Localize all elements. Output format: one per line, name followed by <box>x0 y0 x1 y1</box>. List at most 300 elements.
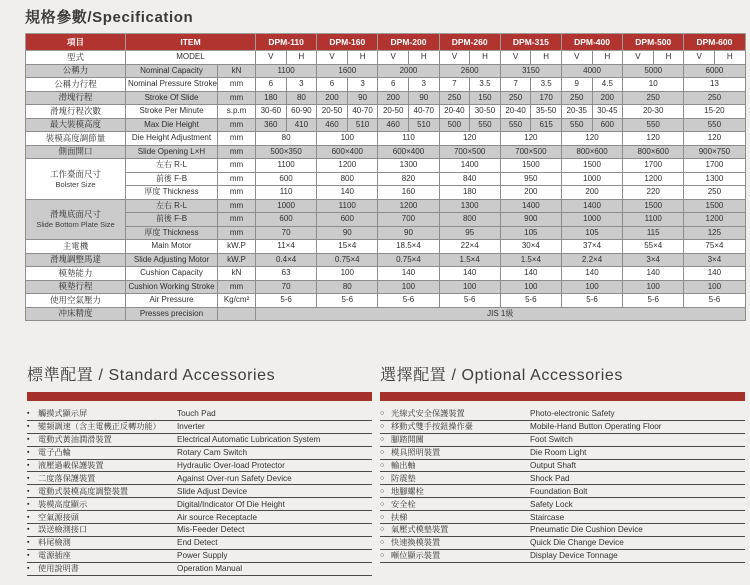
value-cell: 615 <box>531 118 562 132</box>
value-cell: 7 <box>500 78 531 92</box>
item-cell: Cushion Capacity <box>126 267 218 281</box>
accessory-label-en: Against Over-run Safety Device <box>177 473 292 483</box>
value-cell: 90 <box>347 91 378 105</box>
value-cell: 1500 <box>623 199 684 213</box>
value-cell: 120 <box>684 132 745 146</box>
accessory-item <box>380 421 745 434</box>
accessory-item <box>380 511 745 524</box>
value-cell: 550 <box>623 118 684 132</box>
unit-cell: mm <box>218 280 256 294</box>
accessory-label-zh: 腳踏開關 <box>391 435 424 445</box>
row-label-cell: 最大裝模高度 <box>26 118 126 132</box>
unit-cell: mm <box>218 145 256 159</box>
value-cell: 840 <box>439 172 500 186</box>
accessory-label-en: Output Shaft <box>530 461 576 470</box>
value-cell: 70 <box>256 280 317 294</box>
item-cell: 前後 F-B <box>126 172 218 186</box>
bullet-icon: ○ <box>380 513 385 521</box>
item-cell: Stroke Of Slide <box>126 91 218 105</box>
accessory-item <box>380 550 745 563</box>
accessory-item <box>27 447 372 460</box>
value-cell: 140 <box>561 267 622 281</box>
accessory-item <box>380 537 745 550</box>
accessory-label-en: Operation Manual <box>177 564 243 574</box>
item-cell: 厚度 Thickness <box>126 226 218 240</box>
accessory-label-en: Die Room Light <box>530 448 587 458</box>
bullet-icon: ○ <box>380 552 385 560</box>
value-cell: 22×4 <box>439 240 500 254</box>
accessory-item <box>27 485 372 498</box>
unit-cell: kW.P <box>218 240 256 254</box>
bullet-icon: ▪ <box>27 565 30 573</box>
value-cell: 3.5 <box>531 78 562 92</box>
value-cell: 100 <box>623 280 684 294</box>
item-cell: 前後 F-B <box>126 213 218 227</box>
value-cell: 40-70 <box>347 105 378 119</box>
value-cell: 410 <box>286 118 317 132</box>
spec-row <box>26 105 746 119</box>
standard-accessories-section <box>27 362 372 576</box>
value-cell: 600 <box>256 213 317 227</box>
spec-row <box>26 307 746 321</box>
accessory-label-zh: 電動式裝模高度調整裝置 <box>38 486 129 496</box>
accessory-label-en: Photo-electronic Safety <box>530 409 615 419</box>
value-cell: 200 <box>500 186 561 200</box>
value-cell: 1100 <box>317 199 378 213</box>
bullet-icon: ▪ <box>27 513 30 521</box>
vh-header-cell: V <box>317 51 348 65</box>
value-cell: 3×4 <box>623 253 684 267</box>
model-row <box>26 51 746 65</box>
accessory-label-zh: 變頻調速（含主電機正反轉功能） <box>38 422 161 432</box>
accessory-item <box>27 550 372 563</box>
bullet-icon: ▪ <box>27 526 30 534</box>
item-cell: MODEL <box>126 51 256 65</box>
accessory-label-en: Slide Adjust Device <box>177 486 248 496</box>
row-label-cell: 滑塊行程 <box>26 91 126 105</box>
value-cell: 30×4 <box>500 240 561 254</box>
spec-table <box>25 33 746 321</box>
value-cell: 5-6 <box>256 294 317 308</box>
value-cell: 140 <box>623 267 684 281</box>
bullet-icon: ▪ <box>27 410 30 418</box>
vh-header-cell: H <box>347 51 378 65</box>
value-cell: 15-20 <box>684 105 745 119</box>
bullet-icon: ▪ <box>27 500 30 508</box>
vh-header-cell: V <box>439 51 470 65</box>
value-cell: 1100 <box>256 159 317 173</box>
value-cell: 5-6 <box>439 294 500 308</box>
value-cell: 700×500 <box>439 145 500 159</box>
accessory-label-zh: 使用說明書 <box>38 564 79 574</box>
row-label-cell: 滑塊行程次數 <box>26 105 126 119</box>
accessory-label-en: Quick Die Change Device <box>530 538 624 548</box>
item-cell: 左右 R-L <box>126 159 218 173</box>
spec-row <box>26 186 746 200</box>
value-cell: 250 <box>561 91 592 105</box>
unit-cell: mm <box>218 118 256 132</box>
spec-row <box>26 145 746 159</box>
accessory-label-zh: 防震墊 <box>391 473 416 483</box>
value-cell: 37×4 <box>561 240 622 254</box>
value-cell: 60-90 <box>286 105 317 119</box>
spec-row <box>26 280 746 294</box>
value-cell: 700 <box>378 213 439 227</box>
value-cell: 13 <box>684 78 745 92</box>
accessory-label-zh: 液壓過載保護裝置 <box>38 461 104 470</box>
bullet-icon: ○ <box>380 500 385 508</box>
accessory-label-en: Power Supply <box>177 551 228 561</box>
value-cell: 0.4×4 <box>256 253 317 267</box>
value-cell: 140 <box>500 267 561 281</box>
accessory-item <box>27 511 372 524</box>
page-title: 規格參數/Specification <box>25 9 194 26</box>
header-item-en: ITEM <box>126 34 256 51</box>
value-cell: 4000 <box>561 64 622 78</box>
accessory-label-en: Inverter <box>177 422 205 432</box>
unit-cell: kN <box>218 267 256 281</box>
accessory-item <box>27 408 372 421</box>
accessory-item <box>380 524 745 537</box>
value-cell: JIS 1級 <box>256 307 746 321</box>
value-cell: 100 <box>684 280 745 294</box>
value-cell: 105 <box>500 226 561 240</box>
value-cell: 160 <box>378 186 439 200</box>
value-cell: 510 <box>408 118 439 132</box>
value-cell: 75×4 <box>684 240 745 254</box>
vh-header-cell: V <box>561 51 592 65</box>
vh-header-cell: V <box>256 51 287 65</box>
value-cell: 500×350 <box>256 145 317 159</box>
value-cell: 250 <box>500 91 531 105</box>
value-cell: 110 <box>378 132 439 146</box>
bullet-icon: ○ <box>380 436 385 444</box>
bullet-icon: ○ <box>380 474 385 482</box>
value-cell: 100 <box>317 132 378 146</box>
value-cell: 1600 <box>317 64 378 78</box>
accessory-label-en: Staircase <box>530 512 565 522</box>
value-cell: 10 <box>623 78 684 92</box>
value-cell: 250 <box>623 91 684 105</box>
value-cell: 3 <box>408 78 439 92</box>
value-cell: 6000 <box>684 64 745 78</box>
spec-row <box>26 213 746 227</box>
value-cell: 120 <box>561 132 622 146</box>
value-cell: 15×4 <box>317 240 378 254</box>
accessory-label-en: Touch Pad <box>177 409 216 419</box>
optional-accessories-section <box>380 362 745 563</box>
red-divider-bar <box>27 392 372 401</box>
value-cell: 1400 <box>500 199 561 213</box>
vh-header-cell: V <box>500 51 531 65</box>
row-group-label-cell: 工作臺面尺寸 Bolster Size <box>26 159 126 200</box>
value-cell: 5-6 <box>317 294 378 308</box>
value-cell: 140 <box>684 267 745 281</box>
value-cell: 40-70 <box>408 105 439 119</box>
accessory-item <box>380 434 745 447</box>
vh-header-cell: H <box>653 51 684 65</box>
value-cell: 3×4 <box>684 253 745 267</box>
accessory-label-zh: 安全栓 <box>391 499 416 509</box>
accessory-label-en: Air source Receptacle <box>177 512 258 522</box>
value-cell: 2000 <box>378 64 439 78</box>
value-cell: 250 <box>684 186 745 200</box>
accessory-label-en: Pneumatic Die Cushion Device <box>530 525 643 535</box>
unit-cell: mm <box>218 159 256 173</box>
vh-header-cell: V <box>623 51 654 65</box>
value-cell: 20-35 <box>561 105 592 119</box>
value-cell: 20-30 <box>623 105 684 119</box>
row-label-cell: 冲床精度 <box>26 307 126 321</box>
value-cell: 6 <box>378 78 409 92</box>
value-cell: 9 <box>561 78 592 92</box>
value-cell: 200 <box>378 91 409 105</box>
value-cell: 5-6 <box>561 294 622 308</box>
value-cell: 20-50 <box>317 105 348 119</box>
accessory-label-zh: 料尾檢測 <box>38 538 71 548</box>
item-cell: Nominal Pressure Stroke <box>126 78 218 92</box>
row-label-cell: 主電機 <box>26 240 126 254</box>
value-cell: 1300 <box>439 199 500 213</box>
value-cell: 460 <box>378 118 409 132</box>
accessory-label-zh: 二度落保護裝置 <box>38 473 96 483</box>
value-cell: 5-6 <box>378 294 439 308</box>
accessory-item <box>27 524 372 537</box>
accessory-label-en: Mobile-Hand Button Operating Floor <box>530 422 662 432</box>
value-cell: 20-40 <box>439 105 470 119</box>
value-cell: 200 <box>561 186 622 200</box>
value-cell: 600 <box>592 118 623 132</box>
value-cell: 0.75×4 <box>378 253 439 267</box>
model-column-header: DPM-160 <box>317 34 378 51</box>
value-cell: 1200 <box>684 213 745 227</box>
header-item-zh: 項目 <box>26 34 126 51</box>
item-cell: Presses precision <box>126 307 218 321</box>
accessory-item <box>380 447 745 460</box>
value-cell: 220 <box>623 186 684 200</box>
accessory-item <box>27 563 372 576</box>
accessory-item <box>380 498 745 511</box>
value-cell: 1500 <box>500 159 561 173</box>
value-cell: 0.75×4 <box>317 253 378 267</box>
value-cell: 7 <box>439 78 470 92</box>
accessory-label-en: Digital/Indicator Of Die Height <box>177 499 285 509</box>
value-cell: 1400 <box>561 199 622 213</box>
spec-row <box>26 118 746 132</box>
spec-row <box>26 253 746 267</box>
item-cell: Die Height Adjustment <box>126 132 218 146</box>
bullet-icon: ▪ <box>27 423 30 431</box>
row-label-cell: 裝模高度調節量 <box>26 132 126 146</box>
value-cell: 20-40 <box>500 105 531 119</box>
accessory-label-zh: 模具照明裝置 <box>391 448 441 458</box>
value-cell: 800×600 <box>623 145 684 159</box>
accessory-label-zh: 裝模高度顯示 <box>38 499 88 509</box>
value-cell: 125 <box>684 226 745 240</box>
value-cell: 600×400 <box>317 145 378 159</box>
value-cell: 5-6 <box>500 294 561 308</box>
spec-row <box>26 172 746 186</box>
unit-cell: mm <box>218 186 256 200</box>
value-cell: 3150 <box>500 64 561 78</box>
value-cell: 600 <box>317 213 378 227</box>
accessory-item <box>380 485 745 498</box>
value-cell: 80 <box>286 91 317 105</box>
value-cell: 950 <box>500 172 561 186</box>
spec-row <box>26 267 746 281</box>
unit-cell: kW.P <box>218 253 256 267</box>
unit-cell <box>218 307 256 321</box>
value-cell: 100 <box>439 280 500 294</box>
value-cell: 600 <box>256 172 317 186</box>
value-cell: 550 <box>500 118 531 132</box>
value-cell: 70 <box>256 226 317 240</box>
item-cell: Air Pressure <box>126 294 218 308</box>
model-column-header: DPM-500 <box>623 34 684 51</box>
vh-header-cell: H <box>714 51 745 65</box>
value-cell: 1500 <box>561 159 622 173</box>
spec-row <box>26 294 746 308</box>
value-cell: 800×600 <box>561 145 622 159</box>
accessory-item <box>27 460 372 473</box>
vh-header-cell: H <box>531 51 562 65</box>
value-cell: 550 <box>684 118 745 132</box>
value-cell: 55×4 <box>623 240 684 254</box>
unit-cell: Kg/cm² <box>218 294 256 308</box>
value-cell: 180 <box>439 186 500 200</box>
value-cell: 30-50 <box>470 105 501 119</box>
value-cell: 1700 <box>623 159 684 173</box>
value-cell: 80 <box>256 132 317 146</box>
accessory-label-en: Mis-Feeder Detect <box>177 525 245 535</box>
row-label-cell: 滑塊調整馬達 <box>26 253 126 267</box>
value-cell: 90 <box>378 226 439 240</box>
standard-accessories-list <box>27 408 372 576</box>
value-cell: 820 <box>378 172 439 186</box>
accessory-label-zh: 光線式安全保護裝置 <box>391 409 465 419</box>
model-column-header: DPM-315 <box>500 34 561 51</box>
accessory-label-en: Foot Switch <box>530 435 573 445</box>
value-cell: 800 <box>439 213 500 227</box>
unit-cell: mm <box>218 78 256 92</box>
value-cell: 20-50 <box>378 105 409 119</box>
row-group-label-cell: 滑塊底面尺寸 Slide Bottom Plate Size <box>26 199 126 240</box>
value-cell: 550 <box>561 118 592 132</box>
vh-header-cell: V <box>684 51 715 65</box>
value-cell: 200 <box>592 91 623 105</box>
value-cell: 1300 <box>684 172 745 186</box>
bullet-icon: ○ <box>380 487 385 495</box>
bullet-icon: ○ <box>380 449 385 457</box>
value-cell: 1.5×4 <box>500 253 561 267</box>
value-cell: 30-45 <box>592 105 623 119</box>
value-cell: 200 <box>317 91 348 105</box>
model-column-header: DPM-110 <box>256 34 317 51</box>
value-cell: 3.5 <box>470 78 501 92</box>
spec-row <box>26 132 746 146</box>
value-cell: 105 <box>561 226 622 240</box>
value-cell: 5000 <box>623 64 684 78</box>
row-label-cell: 公稱力 <box>26 64 126 78</box>
accessory-label-en: Foundation Bolt <box>530 486 588 496</box>
value-cell: 18.5×4 <box>378 240 439 254</box>
bullet-icon: ○ <box>380 462 385 469</box>
accessory-label-en: End Detect <box>177 538 218 548</box>
item-cell: Cushion Working Stroke <box>126 280 218 294</box>
model-column-header: DPM-200 <box>378 34 439 51</box>
value-cell: 460 <box>317 118 348 132</box>
item-cell: Nominal Capacity <box>126 64 218 78</box>
value-cell: 2600 <box>439 64 500 78</box>
row-label-cell: 公稱力行程 <box>26 78 126 92</box>
vh-header-cell: H <box>286 51 317 65</box>
value-cell: 900×750 <box>684 145 745 159</box>
value-cell: 1300 <box>378 159 439 173</box>
item-cell: Slide Opening L×H <box>126 145 218 159</box>
value-cell: 90 <box>317 226 378 240</box>
value-cell: 1700 <box>684 159 745 173</box>
vh-header-cell: V <box>378 51 409 65</box>
value-cell: 100 <box>317 267 378 281</box>
optional-accessories-title: 選擇配置 / Optional Accessories <box>380 367 623 384</box>
value-cell: 180 <box>256 91 287 105</box>
accessory-label-zh: 電動式黃油潤滑裝置 <box>38 435 112 445</box>
row-label-cell: 側面開口 <box>26 145 126 159</box>
red-divider-bar <box>380 392 745 401</box>
accessory-label-en: Safety Lock <box>530 499 573 509</box>
accessory-label-en: Display Device Tonnage <box>530 551 618 561</box>
value-cell: 250 <box>439 91 470 105</box>
accessory-item <box>27 498 372 511</box>
value-cell: 115 <box>623 226 684 240</box>
bullet-icon: ▪ <box>27 436 30 444</box>
bullet-icon: ▪ <box>27 449 30 457</box>
bullet-icon: ▪ <box>27 474 30 482</box>
value-cell: 95 <box>439 226 500 240</box>
value-cell: 1500 <box>684 199 745 213</box>
value-cell: 3 <box>347 78 378 92</box>
value-cell: 5-6 <box>623 294 684 308</box>
unit-cell: mm <box>218 226 256 240</box>
value-cell: 6 <box>256 78 287 92</box>
model-column-header: DPM-600 <box>684 34 745 51</box>
value-cell: 140 <box>378 267 439 281</box>
value-cell: 510 <box>347 118 378 132</box>
row-label-cell: 型式 <box>26 51 126 65</box>
optional-accessories-list <box>380 408 745 563</box>
spec-row <box>26 64 746 78</box>
row-label-cell: 模墊能力 <box>26 267 126 281</box>
bullet-icon: ○ <box>380 526 385 534</box>
row-label-cell: 使用空氣壓力 <box>26 294 126 308</box>
value-cell: 1400 <box>439 159 500 173</box>
bullet-icon: ▪ <box>27 552 30 560</box>
spec-row <box>26 199 746 213</box>
bullet-icon: ▪ <box>27 462 30 469</box>
value-cell: 1100 <box>256 64 317 78</box>
value-cell: 1200 <box>378 199 439 213</box>
accessory-label-en: Hydraulic Over-load Protector <box>177 461 285 470</box>
vh-header-cell: H <box>592 51 623 65</box>
bullet-icon: ○ <box>380 423 385 431</box>
vh-header-cell: H <box>470 51 501 65</box>
accessory-label-zh: 氣壓式模墊裝置 <box>391 525 449 535</box>
accessory-item <box>380 408 745 421</box>
value-cell: 4.5 <box>592 78 623 92</box>
value-cell: 80 <box>317 280 378 294</box>
bullet-icon: ▪ <box>27 487 30 495</box>
accessory-label-zh: 快速換模裝置 <box>391 538 441 548</box>
